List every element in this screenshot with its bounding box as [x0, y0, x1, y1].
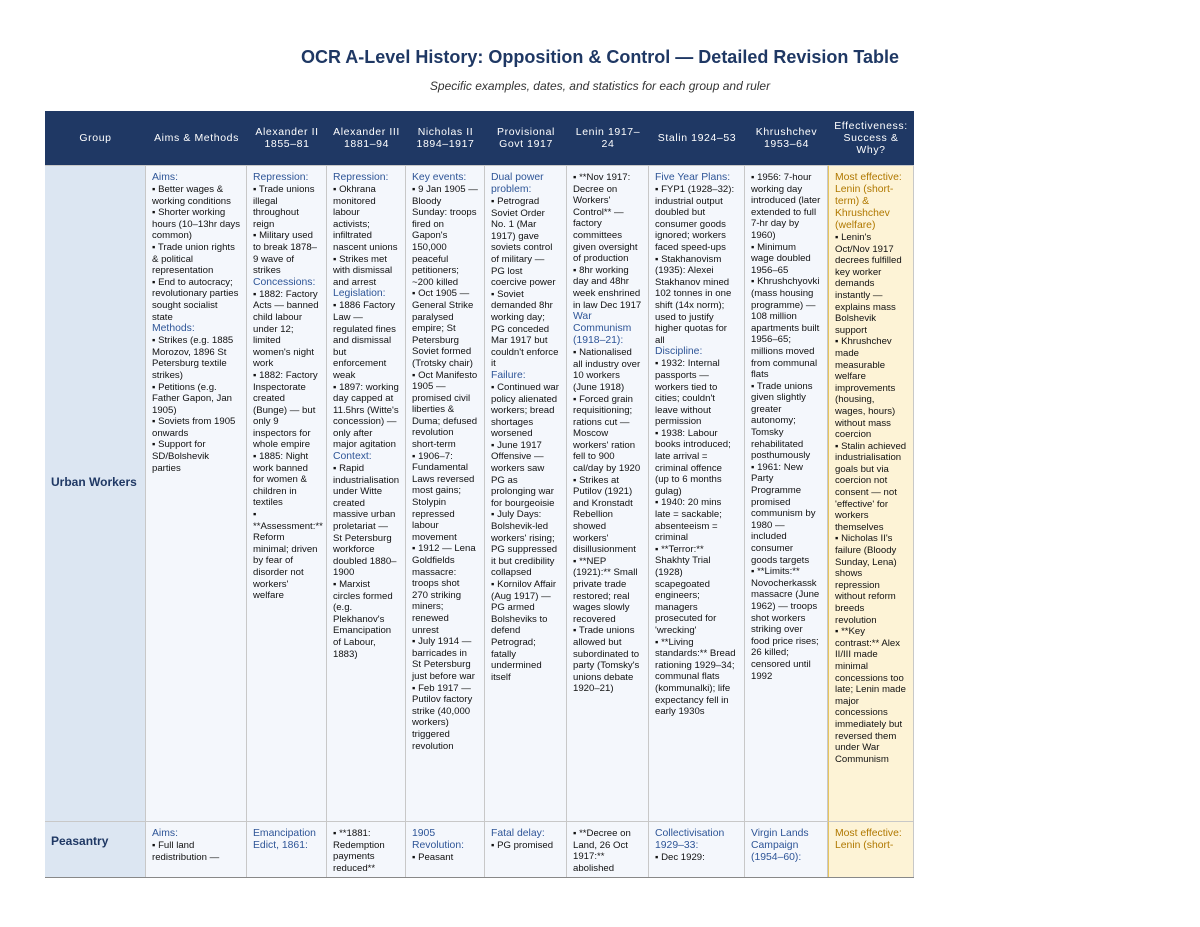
cell-bullet: ▪ Marxist circles formed (e.g. Plekhanov's Emancipation of Labour, 1883): [333, 579, 393, 660]
cell-heading: Most effective: Lenin (short-: [835, 828, 902, 851]
cell-heading: Virgin Lands Campaign (1954–60):: [751, 828, 809, 863]
cell-heading: Legislation:: [333, 288, 386, 300]
cell-bullet: ▪ Support for SD/Bolshevik parties: [152, 439, 210, 474]
column-header: Khrushchev 1953–64: [745, 111, 828, 165]
page-title: OCR A-Level History: Opposition & Control — Detailed Revision Table: [300, 47, 900, 67]
cell-bullet: ▪ Stalin achieved industrialisation goals but via coercion not consent — not 'effective' for workers themselves: [835, 440, 907, 533]
table-cell: [828, 821, 914, 877]
cell-bullet: ▪ Strikes at Putilov (1921) and Kronstadt Rebellion showed workers' disillusionment: [573, 474, 636, 556]
cell-heading: Fatal delay:: [491, 828, 545, 839]
cell-bullet: ▪ Shorter working hours (10–13hr days common): [152, 207, 240, 242]
cell-bullet: ▪ 1885: Night work banned for women & children in textiles: [253, 451, 309, 509]
cell-bullet: ▪ Khrushchev made measurable welfare improvements (housing, wages, hours) without mass coercion: [835, 336, 896, 441]
cell-bullet: ▪ Strikes (e.g. 1885 Morozov, 1896 St Petersburg textile strikes): [152, 335, 234, 381]
table-cell: [485, 821, 567, 877]
table-cell: [649, 821, 745, 877]
group-label-cell: [45, 821, 146, 877]
column-header: Provisional Govt 1917: [485, 111, 567, 165]
cell-heading: Concessions:: [253, 276, 316, 288]
cell-bullet: ▪ Peasant: [412, 852, 454, 863]
table-cell: [649, 165, 745, 821]
cell-bullet: ▪ 1882: Factory Acts — banned child labour under 12; limited women's night work: [253, 288, 319, 370]
table-cell: [247, 165, 327, 821]
table-cell: [567, 821, 649, 877]
cell-bullet: ▪ Rapid industrialisation under Witte created massive urban proletariat — St Petersburg workforce doubled 1880–1900: [333, 463, 400, 579]
cell-bullet: ▪ Stakhanovism (1935): Alexei Stakhanov mined 102 tonnes in one shift (14x norm); used to justify higher quotas for all: [655, 253, 732, 346]
cell-bullet: ▪ Petitions (e.g. Father Gapon, Jan 1905): [152, 381, 232, 416]
table-cell: [406, 165, 485, 821]
cell-bullet: ▪ Oct 1905 — General Strike paralysed empire; St Petersburg Soviet formed (Trotsky chair): [412, 288, 474, 369]
cell-bullet: ▪ Kornilov Affair (Aug 1917) — PG armed Bolsheviks to defend Petrograd; fatally undermined itself: [491, 579, 557, 683]
cell-heading: Most effective: Lenin (short-term) & Khrushchev (welfare): [835, 172, 902, 231]
column-header: Nicholas II 1894–1917: [406, 111, 485, 165]
cell-bullet: ▪ June 1917 Offensive — workers saw PG as prolonging war for bourgeoisie: [491, 439, 555, 509]
cell-bullet: ▪ Okhrana monitored labour activists; infiltrated nascent unions: [333, 184, 398, 253]
cell-heading: Five Year Plans:: [655, 172, 731, 183]
cell-heading: Key events:: [412, 172, 467, 183]
cell-heading: Collectivisation 1929–33:: [655, 828, 725, 851]
cell-bullet: ▪ 1882: Factory Inspectorate created (Bunge) — but only 9 inspectors for whole empire: [253, 369, 318, 451]
table-cell: [327, 821, 406, 877]
cell-bullet: ▪ Lenin's Oct/Nov 1917 decrees fulfilled key worker demands instantly — explains mass Bolshevik support: [835, 232, 902, 336]
cell-bullet: ▪ Soviet demanded 8hr working day; PG conceded Mar 1917 but couldn't enforce it: [491, 288, 559, 370]
cell-bullet: ▪ FYP1 (1928–32): industrial output doubled but consumer goods ignored; workers faced speed-ups: [655, 184, 735, 253]
cell-bullet: ▪ Oct Manifesto 1905 — promised civil liberties & Duma; defused revolution short-term: [412, 369, 478, 451]
cell-bullet: ▪ 9 Jan 1905 — Bloody Sunday: troops fired on Gapon's 150,000 peaceful petitioners; ~200 killed: [412, 184, 478, 288]
column-header: Alexander II 1855–81: [247, 111, 327, 165]
cell-bullet: ▪ Minimum wage doubled 1956–65: [751, 241, 811, 276]
cell-bullet: ▪ Soviets from 1905 onwards: [152, 416, 236, 439]
table-cell: [485, 165, 567, 821]
cell-heading: Discipline:: [655, 346, 703, 358]
cell-bullet: ▪ **Limits:** Novocherkassk massacre (June 1962) — troops shot workers striking over food price rises; 26 killed; censored until 1992: [751, 566, 820, 682]
cell-bullet: ▪ 8hr working day and 48hr week enshrined in law Dec 1917: [573, 264, 642, 311]
cell-bullet: ▪ 1938: Labour books introduced; late arrival = criminal offence (up to 6 months gulag): [655, 427, 731, 497]
cell-bullet: ▪ 1912 — Lena Goldfields massacre: troops shot 270 striking miners; renewed unrest: [412, 543, 476, 636]
cell-heading: Methods:: [152, 323, 195, 335]
cell-bullet: ▪ Strikes met with dismissal and arrest: [333, 253, 393, 288]
cell-bullet: ▪ 1906–7: Fundamental Laws reversed most gains; Stolypin repressed labour movement: [412, 450, 475, 543]
cell-bullet: ▪ 1940: 20 mins late = sackable; absenteeism = criminal: [655, 497, 722, 544]
cell-heading: Context:: [333, 451, 372, 463]
column-header: Group: [45, 111, 146, 165]
cell-bullet: ▪ Military used to break 1878–9 wave of strikes: [253, 230, 318, 277]
cell-bullet: ▪ 1932: Internal passports — workers tied to cities; couldn't leave without permission: [655, 358, 720, 428]
column-header: Effectiveness: Success & Why?: [828, 111, 914, 165]
table-cell: [247, 821, 327, 877]
cell-bullet: ▪ 1897: working day capped at 11.5hrs (Witte's concession) — only after major agitation: [333, 381, 399, 451]
cell-heading: 1905 Revolution:: [412, 828, 464, 851]
cell-bullet: ▪ July 1914 — barricades in St Petersburg just before war: [412, 636, 475, 682]
page-subtitle: Specific examples, dates, and statistics for each group and ruler: [429, 79, 771, 93]
table-cell: [146, 165, 247, 821]
cell-bullet: ▪ Nicholas II's failure (Bloody Sunday, Lena) shows repression without reform breeds revolution: [835, 533, 897, 626]
cell-bullet: ▪ Continued war policy alienated workers; bread shortages worsened: [491, 381, 559, 440]
cell-bullet: ▪ Trade unions allowed but subordinated to party (Tomsky's unions debate 1920–21): [573, 625, 640, 695]
cell-bullet: ▪ 1886 Factory Law — regulated fines and dismissal but enforcement weak: [333, 300, 396, 381]
cell-bullet: ▪ **Key contrast:** Alex II/III made minimal concessions too late; Lenin made major concessions immediately but reversed them under War Communism: [835, 626, 906, 765]
cell-bullet: ▪ Trade union rights & political representation: [152, 241, 235, 277]
group-name: Urban Workers: [51, 475, 137, 489]
column-header: Stalin 1924–53: [649, 111, 745, 165]
cell-bullet: ▪ **NEP (1921):** Small private trade restored; real wages slowly recovered: [573, 555, 638, 625]
cell-heading: Repression:: [333, 172, 389, 183]
group-name: Peasantry: [51, 834, 109, 848]
revision-table: [45, 111, 914, 878]
cell-bullet: ▪ July Days: Bolshevik-led workers' rising; PG suppressed it but credibility collapsed: [491, 509, 558, 579]
group-label-cell: [45, 165, 146, 821]
cell-heading: Failure:: [491, 369, 526, 381]
cell-bullet: ▪ Petrograd Soviet Order No. 1 (Mar 1917) gave soviets control of military — PG lost coercive power: [491, 196, 556, 289]
cell-heading: Aims:: [152, 828, 178, 839]
column-header: Lenin 1917–24: [567, 111, 649, 165]
cell-bullet: ▪ Better wages & working conditions: [152, 184, 231, 207]
cell-heading: Emancipation Edict, 1861:: [253, 828, 316, 851]
table-cell: [745, 165, 828, 821]
cell-bullet: ▪ End to autocracy; revolutionary parties sought socialist state: [152, 276, 239, 323]
cell-bullet: ▪ Trade unions given slightly greater autonomy; Tomsky rehabilitated posthumously: [751, 380, 813, 462]
cell-bullet: ▪ **Living standards:** Bread rationing 1929–34; communal flats (kommunalki); life expectancy fell in early 1930s: [655, 636, 736, 718]
cell-bullet: ▪ 1956: 7-hour working day introduced (later extended to full 7-hr day by 1960): [751, 172, 821, 241]
table-cell: [146, 821, 247, 877]
cell-heading: Dual power problem:: [491, 172, 544, 195]
cell-bullet: ▪ Full land redistribution —: [152, 840, 220, 863]
cell-bullet: ▪ PG promised: [491, 840, 554, 851]
cell-bullet: ▪ **Assessment:** Reform minimal; driven by fear of disorder not workers' welfare: [253, 509, 323, 602]
cell-bullet: ▪ 1961: New Party Programme promised communism by 1980 — included consumer goods targets: [751, 461, 816, 566]
cell-bullet: ▪ Feb 1917 — Putilov factory strike (40,000 workers) triggered revolution: [412, 682, 473, 752]
table-cell: [406, 821, 485, 877]
cell-bullet: ▪ Forced grain requisitioning; rations cut — Moscow workers' ration fell to 900 cal/day by 1920: [573, 393, 641, 475]
cell-heading: Repression:: [253, 172, 309, 183]
cell-heading: Aims:: [152, 172, 178, 183]
column-header: Alexander III 1881–94: [327, 111, 406, 165]
table-cell: [745, 821, 828, 877]
cell-bullet: ▪ Dec 1929:: [655, 852, 705, 863]
cell-bullet: ▪ **Decree on Land, 26 Oct 1917:** abolished: [573, 828, 631, 874]
cell-bullet: ▪ **1881: Redemption payments reduced**: [333, 828, 385, 874]
cell-bullet: ▪ Khrushchyovki (mass housing programme) — 108 million apartments built 1956–65; millions moved from communal flats: [751, 276, 820, 381]
cell-heading: War Communism (1918–21):: [573, 311, 632, 347]
cell-bullet: ▪ Nationalised all industry over 10 workers (June 1918): [573, 347, 641, 393]
table-cell: [828, 165, 914, 821]
table-cell: [327, 165, 406, 821]
column-header: Aims & Methods: [146, 111, 247, 165]
cell-bullet: ▪ **Nov 1917: Decree on Workers' Control** — factory committees given oversight of production: [573, 172, 638, 265]
table-cell: [567, 165, 649, 821]
cell-bullet: ▪ **Terror:** Shakhty Trial (1928) scapegoated engineers; managers prosecuted for 'wrecking': [655, 543, 717, 636]
cell-bullet: ▪ Trade unions illegal throughout reign: [253, 184, 315, 230]
